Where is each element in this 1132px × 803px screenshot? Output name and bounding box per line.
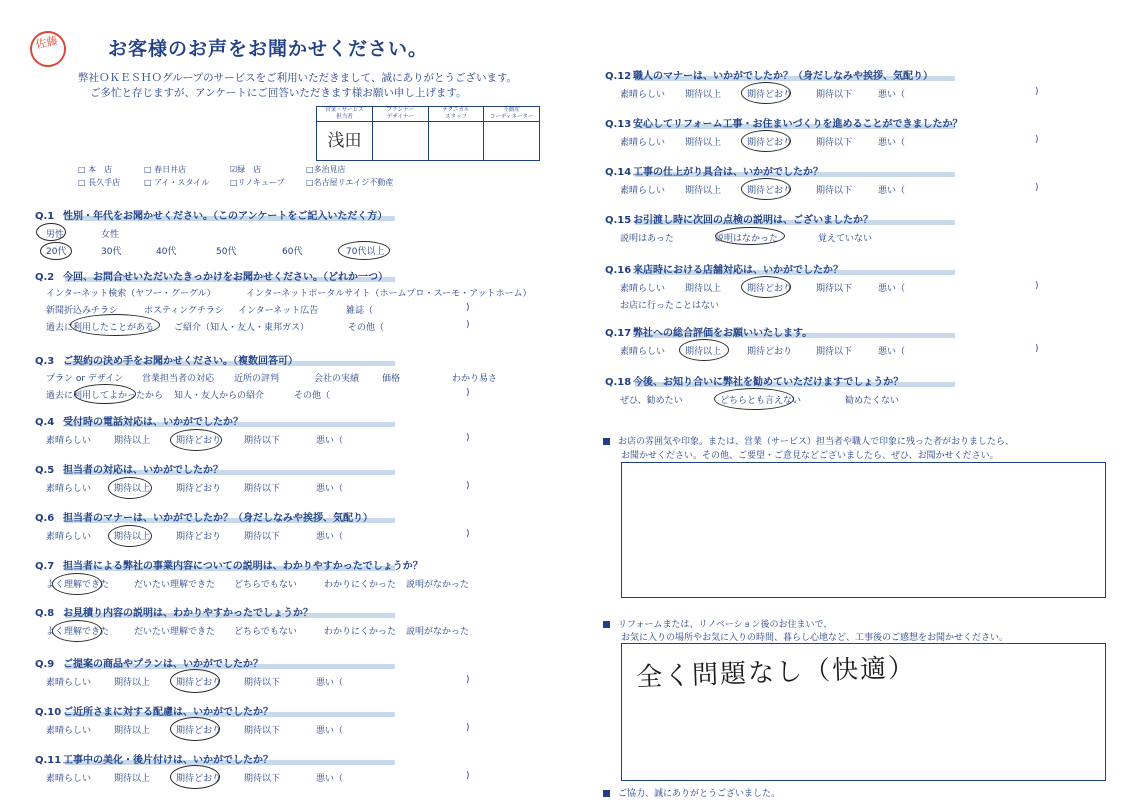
- branch-checkbox[interactable]: □リノキューブ: [230, 178, 285, 187]
- comment2-prompt: リフォームまたは、リノベーション後のお住まいで、: [603, 617, 832, 630]
- question-number: Q.14: [605, 167, 632, 178]
- comment2-answer: 全く問題なし（快適）: [635, 653, 917, 693]
- answer-option[interactable]: 期待以下: [244, 436, 281, 446]
- answer-option[interactable]: 悪い（: [316, 436, 344, 446]
- answer-option[interactable]: お店に行ったことはない: [620, 301, 720, 311]
- answer-option[interactable]: 期待以下: [816, 347, 853, 357]
- question-text: 弊社への総合評価をお願いいたします。: [633, 328, 813, 339]
- answer-option[interactable]: どちらでもない: [234, 627, 297, 637]
- square-bullet-icon: [603, 621, 610, 628]
- question-heading: [35, 413, 243, 428]
- question-number: Q.7: [35, 561, 55, 572]
- answer-option[interactable]: 過去に利用したことがある: [46, 323, 155, 333]
- answer-option[interactable]: 期待どおり: [176, 436, 222, 446]
- answer-option[interactable]: 期待以上: [114, 774, 151, 784]
- answer-option[interactable]: 悪い（: [878, 347, 906, 357]
- answer-option[interactable]: 期待どおり: [176, 774, 222, 784]
- question-heading: [35, 703, 273, 718]
- answer-option[interactable]: 期待以下: [816, 284, 853, 294]
- answer-option[interactable]: 期待以上: [685, 186, 722, 196]
- question-text: 担当者の対応は、いかがでしたか？: [63, 465, 223, 476]
- answer-option[interactable]: ): [466, 675, 470, 685]
- answer-option[interactable]: 素晴らしい: [46, 726, 92, 736]
- answer-option[interactable]: 過去に利用してよかったから: [46, 391, 164, 401]
- answer-option[interactable]: 70代以上: [346, 247, 385, 257]
- answer-option[interactable]: 20代: [46, 247, 67, 257]
- answer-option[interactable]: ): [1035, 281, 1039, 291]
- answer-option[interactable]: ): [1035, 183, 1039, 193]
- question-text: 受付時の電話対応は、いかがでしたか？: [63, 417, 243, 428]
- question-number: Q.15: [605, 215, 632, 226]
- answer-option[interactable]: インターネット検索（ヤフー・グーグル）: [46, 289, 216, 299]
- answer-option[interactable]: 期待どおり: [176, 532, 222, 542]
- answer-option[interactable]: 50代: [216, 247, 237, 257]
- answer-option[interactable]: 期待以上: [114, 678, 151, 688]
- answer-option[interactable]: よく理解できた: [46, 627, 110, 637]
- answer-option[interactable]: 素晴らしい: [46, 484, 92, 494]
- answer-option[interactable]: ): [1035, 135, 1039, 145]
- answer-option[interactable]: ): [466, 723, 470, 733]
- question-heading: [605, 163, 823, 178]
- answer-option[interactable]: ): [466, 481, 470, 491]
- answer-option[interactable]: 素晴らしい: [46, 678, 92, 688]
- selected-answer-circle: [714, 388, 794, 410]
- selected-answer-circle: [36, 223, 66, 241]
- answer-option[interactable]: 価格: [382, 374, 401, 384]
- selected-answer-circle: [170, 669, 220, 693]
- answer-option[interactable]: 60代: [282, 247, 303, 257]
- comment1-prompt: お店の雰囲気や印象。または、営業（サービス）担当者や職人で印象に残った者がおりましたら、: [603, 434, 1014, 447]
- answer-option[interactable]: 新聞折込みチラシ: [46, 306, 119, 316]
- answer-option[interactable]: その他（: [294, 391, 331, 401]
- question-text: 今回、お問合せいただいたきっかけをお聞かせください。（どれか一つ）: [63, 272, 388, 283]
- selected-answer-circle: [741, 82, 791, 104]
- answer-option[interactable]: 覚えていない: [818, 234, 873, 244]
- selected-answer-circle: [52, 620, 102, 642]
- intro-line-2: ご多忙と存じますが、アンケートにご回答いただきます様お願い申し上げます。: [90, 87, 467, 99]
- answer-option[interactable]: ): [466, 433, 470, 443]
- answer-option[interactable]: ): [466, 529, 470, 539]
- question-text: 今後、お知り合いに弊社を勧めていただけますでしょうか？: [633, 377, 904, 388]
- answer-option[interactable]: どちらとも言えない: [720, 396, 802, 406]
- question-number: Q.1: [35, 211, 55, 222]
- branch-checkbox[interactable]: □ 春日井店: [144, 165, 187, 174]
- question-heading: [605, 115, 963, 130]
- answer-option[interactable]: 素晴らしい: [46, 532, 92, 542]
- answer-option[interactable]: 期待どおり: [176, 726, 222, 736]
- branch-checkbox[interactable]: □ アイ・スタイル: [144, 178, 210, 187]
- comment1-box[interactable]: [621, 462, 1106, 598]
- question-heading: [35, 461, 223, 476]
- question-heading: [605, 373, 903, 388]
- answer-option[interactable]: わかりにくかった: [324, 627, 397, 637]
- answer-option[interactable]: 期待どおり: [176, 678, 222, 688]
- question-text: 来店時における店舗対応は、いかがでしたか？: [633, 265, 843, 276]
- question-text: 性別・年代をお聞かせください。（このアンケートをご記入いただく方）: [63, 211, 388, 222]
- answer-option[interactable]: 期待以下: [816, 186, 853, 196]
- selected-answer-circle: [170, 429, 222, 451]
- answer-option[interactable]: 期待以上: [114, 484, 151, 494]
- question-text: 安心してリフォーム工事・お住まいづくりを進めることができましたか？: [633, 119, 963, 130]
- branch-checkbox[interactable]: ☑緑 店: [230, 165, 262, 174]
- question-text: お引渡し時に次回の点検の説明は、ございましたか？: [633, 215, 873, 226]
- question-number: Q.6: [35, 513, 55, 524]
- answer-option[interactable]: 悪い（: [316, 726, 344, 736]
- answer-option[interactable]: 期待どおり: [747, 347, 793, 357]
- answer-option[interactable]: 期待以下: [244, 484, 281, 494]
- answer-option[interactable]: 期待以上: [685, 90, 722, 100]
- staff-value[interactable]: 浅田: [327, 131, 362, 151]
- answer-option[interactable]: 女性: [101, 230, 120, 240]
- staff-header: プランナー デザイナー: [373, 107, 428, 122]
- answer-option[interactable]: 素晴らしい: [620, 138, 666, 148]
- selected-answer-circle: [741, 178, 791, 200]
- selected-answer-circle: [741, 276, 791, 298]
- answer-option[interactable]: 期待以上: [114, 436, 151, 446]
- answer-option[interactable]: 期待以下: [244, 532, 281, 542]
- intro-line-1: 弊社ＯＫＥＳＨＯグループのサービスをご利用いただきまして、誠にありがとうございます。: [78, 72, 518, 84]
- selected-answer-circle: [40, 242, 72, 260]
- answer-option[interactable]: 期待どおり: [747, 284, 793, 294]
- question-number: Q.9: [35, 659, 55, 670]
- question-heading: [35, 557, 423, 572]
- answer-option[interactable]: 素晴らしい: [620, 90, 666, 100]
- branch-checkbox[interactable]: □名古屋リエイジ不動産: [306, 178, 394, 187]
- question-number: Q.13: [605, 119, 632, 130]
- answer-option[interactable]: 期待以下: [244, 678, 281, 688]
- answer-option[interactable]: 期待以上: [685, 347, 722, 357]
- question-number: Q.8: [35, 608, 55, 619]
- answer-option[interactable]: 悪い（: [878, 90, 906, 100]
- question-number: Q.10: [35, 707, 62, 718]
- answer-option[interactable]: 知人・友人からの紹介: [174, 391, 265, 401]
- selected-answer-circle: [108, 525, 152, 547]
- selected-answer-circle: [70, 314, 160, 336]
- answer-option[interactable]: ): [466, 320, 470, 330]
- branch-checkbox[interactable]: □ 長久手店: [78, 178, 121, 187]
- question-number: Q.18: [605, 377, 632, 388]
- comment1-prompt-2: お聞かせください。その他、ご要望・ご意見などございましたら、ぜひ、お聞かせください。: [621, 451, 999, 461]
- answer-option[interactable]: 期待以上: [114, 532, 151, 542]
- selected-answer-circle: [679, 339, 729, 361]
- square-bullet-icon: [603, 438, 610, 445]
- answer-option[interactable]: 素晴らしい: [620, 186, 666, 196]
- answer-option[interactable]: その他（: [348, 323, 385, 333]
- answer-option[interactable]: 素晴らしい: [46, 774, 92, 784]
- answer-option[interactable]: 40代: [156, 247, 177, 257]
- staff-header: 不動産 コーディネーター: [484, 107, 539, 122]
- question-text: ご近所さまに対する配慮は、いかがでしたか？: [63, 707, 273, 718]
- question-text: 担当者による弊社の事業内容についての説明は、わかりやすかったでしょうか？: [63, 561, 423, 572]
- answer-option[interactable]: わかり易さ: [452, 374, 498, 384]
- page-title: お客様のお声をお聞かせください。: [108, 38, 429, 60]
- question-heading: [35, 655, 263, 670]
- answer-option[interactable]: 悪い（: [316, 484, 344, 494]
- question-number: Q.2: [35, 272, 55, 283]
- answer-option[interactable]: 雑誌（: [346, 306, 374, 316]
- answer-option[interactable]: だいたい理解できた: [134, 627, 216, 637]
- answer-option[interactable]: 期待以下: [244, 726, 281, 736]
- answer-option[interactable]: 説明がなかった: [406, 627, 470, 637]
- selected-answer-circle: [74, 384, 136, 404]
- answer-option[interactable]: インターネットポータルサイト（ホームプロ・スーモ・アットホーム）: [246, 289, 532, 299]
- answer-option[interactable]: 悪い（: [878, 186, 906, 196]
- question-text: ご契約の決め手をお聞かせください。（複数回答可）: [63, 356, 298, 367]
- answer-option[interactable]: 営業担当者の対応: [142, 374, 215, 384]
- answer-option[interactable]: 会社の実績: [314, 374, 360, 384]
- question-number: Q.3: [35, 356, 55, 367]
- square-bullet-icon: [603, 790, 610, 797]
- question-number: Q.16: [605, 265, 632, 276]
- staff-table: [316, 106, 540, 161]
- comment2-box[interactable]: [621, 643, 1106, 781]
- answer-option[interactable]: 悪い（: [316, 774, 344, 784]
- question-text: 工事中の美化・後片付けは、いかがでしたか？: [63, 755, 273, 766]
- answer-option[interactable]: 近所の評判: [234, 374, 280, 384]
- answer-option[interactable]: 説明がなかった: [406, 580, 470, 590]
- answer-option[interactable]: インターネット広告: [238, 306, 319, 316]
- answer-option[interactable]: 素晴らしい: [46, 436, 92, 446]
- answer-option[interactable]: ご紹介（知人・友人・東邦ガス）: [174, 323, 310, 333]
- staff-value[interactable]: [429, 122, 484, 160]
- question-number: Q.11: [35, 755, 62, 766]
- answer-option[interactable]: ): [1035, 344, 1039, 354]
- question-heading: [605, 261, 843, 276]
- selected-answer-circle: [715, 227, 785, 245]
- question-heading: [35, 509, 373, 524]
- answer-option[interactable]: 男性: [46, 230, 65, 240]
- question-number: Q.4: [35, 417, 55, 428]
- answer-option[interactable]: ぜひ、勧めたい: [620, 396, 683, 406]
- answer-option[interactable]: 期待どおり: [747, 186, 793, 196]
- question-number: Q.17: [605, 328, 632, 339]
- answer-option[interactable]: ): [466, 771, 470, 781]
- selected-answer-circle: [52, 573, 102, 595]
- question-heading: [605, 324, 812, 339]
- branch-checkbox[interactable]: □ 本 店: [78, 165, 113, 174]
- answer-option[interactable]: 悪い（: [316, 532, 344, 542]
- answer-option[interactable]: 悪い（: [878, 138, 906, 148]
- question-text: 担当者のマナーは、いかがでしたか？（身だしなみや挨拶、気配り）: [63, 513, 373, 524]
- answer-option[interactable]: 期待以上: [685, 138, 722, 148]
- question-heading: [35, 268, 388, 283]
- answer-option[interactable]: だいたい理解できた: [134, 580, 216, 590]
- answer-option[interactable]: 期待どおり: [747, 90, 793, 100]
- selected-answer-circle: [108, 477, 152, 499]
- staff-value[interactable]: [373, 122, 428, 160]
- answer-option[interactable]: 30代: [101, 247, 122, 257]
- selected-answer-circle: [741, 130, 791, 152]
- answer-option[interactable]: 期待どおり: [176, 484, 222, 494]
- question-heading: [605, 67, 933, 82]
- answer-option[interactable]: 期待どおり: [747, 138, 793, 148]
- question-heading: [35, 751, 273, 766]
- answer-option[interactable]: 勧めたくない: [845, 396, 900, 406]
- answer-option[interactable]: ポスティングチラシ: [144, 306, 224, 316]
- answer-option[interactable]: 説明はなかった: [715, 234, 779, 244]
- question-text: 工事の仕上がり具合は、いかがでしたか？: [633, 167, 823, 178]
- answer-option[interactable]: プラン or デザイン: [46, 374, 124, 384]
- staff-header: 営業・サービス 担当者: [317, 107, 372, 122]
- answer-option[interactable]: わかりにくかった: [324, 580, 397, 590]
- selected-answer-circle: [170, 765, 220, 789]
- staff-header: テクニカル スタッフ: [429, 107, 484, 122]
- selected-answer-circle: [170, 717, 220, 741]
- question-heading: [35, 352, 298, 367]
- question-text: ご提案の商品やプランは、いかがでしたか？: [63, 659, 263, 670]
- answer-option[interactable]: 素晴らしい: [620, 284, 666, 294]
- answer-option[interactable]: 説明はあった: [620, 234, 674, 244]
- answer-option[interactable]: 期待以上: [685, 284, 722, 294]
- question-text: 職人のマナーは、いかがでしたか？（身だしなみや挨拶、気配り）: [633, 71, 933, 82]
- name-stamp: 佐藤: [27, 28, 70, 71]
- answer-option[interactable]: 素晴らしい: [620, 347, 666, 357]
- answer-option[interactable]: ): [466, 303, 470, 313]
- branch-checkbox[interactable]: □多治見店: [306, 165, 346, 174]
- answer-option[interactable]: 期待以下: [816, 90, 853, 100]
- comment2-prompt-2: お気に入りの場所やお気に入りの時間、暮らし心地など、工事後のご感想をお聞かせください。: [621, 633, 1009, 643]
- answer-option[interactable]: 期待以下: [816, 138, 853, 148]
- answer-option[interactable]: 悪い（: [316, 678, 344, 688]
- question-number: Q.12: [605, 71, 632, 82]
- staff-value[interactable]: [484, 122, 539, 160]
- answer-option[interactable]: 期待以下: [244, 774, 281, 784]
- answer-option[interactable]: 悪い（: [878, 284, 906, 294]
- answer-option[interactable]: 期待以上: [114, 726, 151, 736]
- question-heading: [35, 207, 387, 222]
- answer-option[interactable]: よく理解できた: [46, 580, 110, 590]
- question-number: Q.5: [35, 465, 55, 476]
- question-heading: [605, 211, 873, 226]
- answer-option[interactable]: ): [1035, 87, 1039, 97]
- question-text: お見積り内容の説明は、わかりやすかったでしょうか？: [63, 608, 313, 619]
- selected-answer-circle: [338, 241, 390, 260]
- answer-option[interactable]: どちらでもない: [234, 580, 297, 590]
- question-heading: [35, 604, 313, 619]
- answer-option[interactable]: ): [466, 388, 470, 398]
- thanks-line: ご協力、誠にありがとうございました。: [603, 786, 780, 799]
